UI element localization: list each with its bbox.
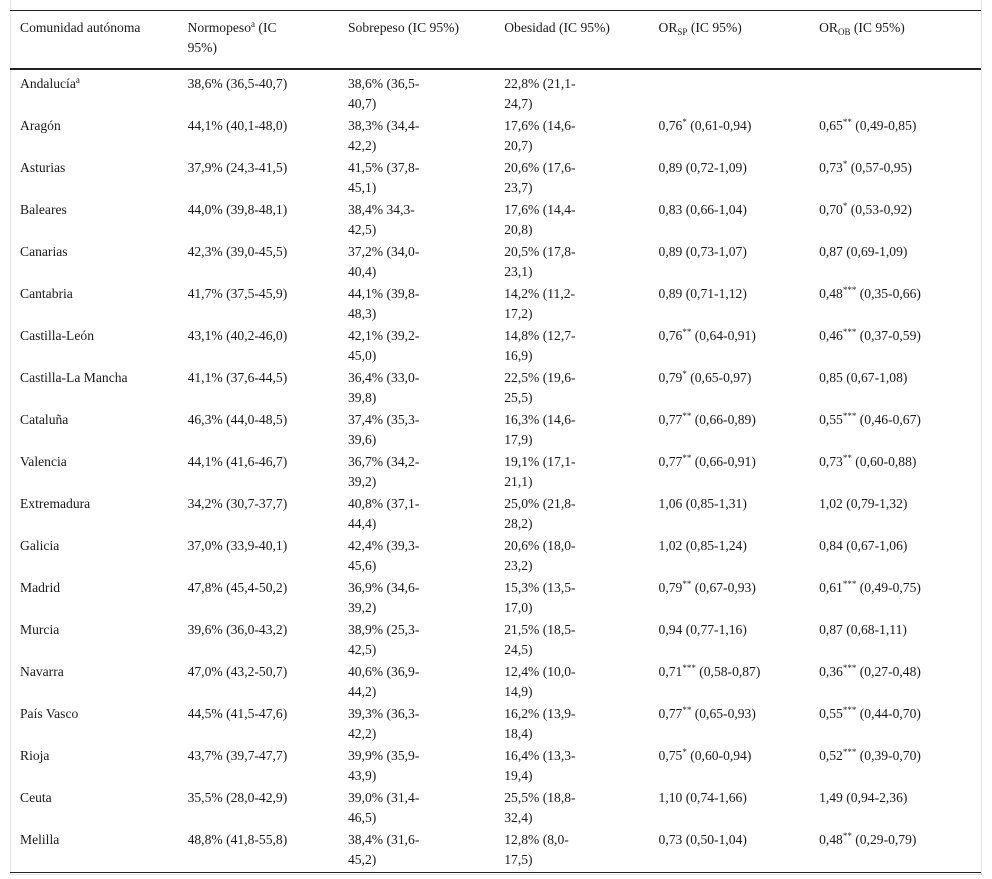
cell-overweight: 44,1% (39,8-48,3): [348, 286, 420, 321]
cell-region: Rioja: [20, 748, 50, 763]
cell-or-obesity: 1,49 (0,94-2,36): [819, 790, 908, 805]
cell-normal-weight: 34,2% (30,7-37,7): [187, 496, 288, 511]
cell-or-obesity: 0,87 (0,69-1,09): [819, 244, 908, 259]
cell-or-obesity: 0,73** (0,60-0,88): [819, 453, 917, 469]
cell-or-overweight: 0,71*** (0,58-0,87): [658, 663, 761, 679]
cell-or-overweight: 0,77** (0,65-0,93): [658, 705, 756, 721]
cell-or-obesity: 0,48*** (0,35-0,66): [819, 285, 921, 301]
cell-or-obesity: 0,52*** (0,39-0,70): [819, 747, 921, 763]
cell-normal-weight: 44,1% (40,1-48,0): [187, 118, 288, 133]
cell-obesity: 20,6% (18,0-23,2): [504, 538, 576, 573]
cell-overweight: 39,0% (31,4-46,5): [348, 790, 420, 825]
header-normal-weight: Normopeso$^a$ (IC 95%): [187, 19, 277, 55]
cell-normal-weight: 48,8% (41,8-55,8): [187, 832, 288, 847]
header-or-obesity: $OR_{OB}$ (IC 95%): [819, 20, 905, 37]
cell-obesity: 15,3% (13,5-17,0): [504, 580, 576, 615]
cell-or-overweight: 0,76** (0,64-0,91): [658, 327, 756, 343]
cell-or-overweight: 0,94 (0,77-1,16): [658, 622, 747, 637]
cell-or-obesity: 0,73* (0,57-0,95): [819, 159, 912, 175]
cell-or-obesity: 1,02 (0,79-1,32): [819, 496, 908, 511]
cell-region: Castilla-La Mancha: [20, 370, 128, 385]
cell-overweight: 36,9% (34,6-39,2): [348, 580, 420, 615]
table-row: [10, 451, 981, 493]
table-row: [10, 367, 981, 409]
table-row: [10, 703, 981, 745]
cell-or-obesity: 0,55*** (0,44-0,70): [819, 705, 921, 721]
table-row: [10, 69, 981, 115]
table-row: [10, 199, 981, 241]
cell-or-overweight: 0,89 (0,73-1,07): [658, 244, 747, 259]
cell-overweight: 36,4% (33,0-39,8): [348, 370, 420, 405]
cell-obesity: 14,2% (11,2-17,2): [504, 286, 576, 321]
cell-or-overweight: 0,79** (0,67-0,93): [658, 579, 756, 595]
cell-or-overweight: 0,76* (0,61-0,94): [658, 117, 752, 133]
cell-or-obesity: 0,55*** (0,46-0,67): [819, 411, 921, 427]
cell-or-overweight: 0,77** (0,66-0,91): [658, 453, 756, 469]
table-row: [10, 577, 981, 619]
cell-normal-weight: 44,0% (39,8-48,1): [187, 202, 288, 217]
cell-normal-weight: 44,5% (41,5-47,6): [187, 706, 288, 721]
cell-region: Castilla-León: [20, 328, 94, 343]
table-row: [10, 787, 981, 829]
cell-obesity: 14,8% (12,7-16,9): [504, 328, 576, 363]
header-row: [10, 11, 981, 70]
cell-or-obesity: 0,65** (0,49-0,85): [819, 117, 917, 133]
table-row: [10, 157, 981, 199]
header-obesity: Obesidad (IC 95%): [504, 20, 610, 35]
cell-region: Murcia: [20, 622, 60, 637]
cell-region: Galicia: [20, 538, 60, 553]
table-row: [10, 829, 981, 873]
cell-or-overweight: 0,89 (0,72-1,09): [658, 160, 747, 175]
cell-region: Ceuta: [20, 790, 52, 805]
cell-or-obesity: [809, 69, 981, 115]
header-or-overweight: $OR_{SP}$ (IC 95%): [658, 20, 742, 37]
table-row: [10, 283, 981, 325]
header-overweight: Sobrepeso (IC 95%): [348, 20, 459, 35]
cell-obesity: 25,0% (21,8-28,2): [504, 496, 576, 531]
cell-or-overweight: [649, 69, 810, 115]
cell-normal-weight: 35,5% (28,0-42,9): [187, 790, 288, 805]
cell-overweight: 36,7% (34,2-39,2): [348, 454, 420, 489]
table-row: [10, 325, 981, 367]
cell-region: Valencia: [20, 454, 67, 469]
cell-normal-weight: 43,7% (39,7-47,7): [187, 748, 288, 763]
cell-region: Navarra: [20, 664, 64, 679]
cell-normal-weight: 47,8% (45,4-50,2): [187, 580, 288, 595]
cell-or-overweight: 1,10 (0,74-1,66): [658, 790, 747, 805]
cell-overweight: 39,3% (36,3-42,2): [348, 706, 420, 741]
cell-normal-weight: 38,6% (36,5-40,7): [187, 76, 288, 91]
cell-obesity: 17,6% (14,4-20,8): [504, 202, 576, 237]
cell-obesity: 16,2% (13,9-18,4): [504, 706, 576, 741]
cell-or-overweight: 0,89 (0,71-1,12): [658, 286, 747, 301]
table-row: [10, 535, 981, 577]
cell-or-overweight: 0,77** (0,66-0,89): [658, 411, 756, 427]
cell-or-overweight: 0,75* (0,60-0,94): [658, 747, 752, 763]
cell-region: Extremadura: [20, 496, 91, 511]
data-table: [10, 10, 981, 873]
cell-normal-weight: 37,0% (33,9-40,1): [187, 538, 288, 553]
cell-normal-weight: 43,1% (40,2-46,0): [187, 328, 288, 343]
cell-normal-weight: 37,9% (24,3-41,5): [187, 160, 288, 175]
table-body: [10, 69, 981, 873]
cell-normal-weight: 41,7% (37,5-45,9): [187, 286, 288, 301]
table-header: [10, 11, 981, 70]
cell-region: Andalucía$^a$: [20, 75, 80, 91]
cell-overweight: 40,8% (37,1-44,4): [348, 496, 420, 531]
cell-region: País Vasco: [20, 706, 79, 721]
cell-obesity: 22,8% (21,1-24,7): [504, 76, 576, 111]
table-row: [10, 493, 981, 535]
cell-or-obesity: 0,70* (0,53-0,92): [819, 201, 912, 217]
cell-overweight: 42,4% (39,3-45,6): [348, 538, 420, 573]
cell-obesity: 21,5% (18,5-24,5): [504, 622, 576, 657]
cell-obesity: 25,5% (18,8-32,4): [504, 790, 576, 825]
cell-or-obesity: 0,61*** (0,49-0,75): [819, 579, 921, 595]
cell-normal-weight: 44,1% (41,6-46,7): [187, 454, 288, 469]
cell-or-overweight: 1,02 (0,85-1,24): [658, 538, 747, 553]
cell-overweight: 38,4% 34,3-42,5): [348, 202, 415, 237]
cell-obesity: 20,5% (17,8-23,1): [504, 244, 576, 279]
table-row: [10, 409, 981, 451]
cell-obesity: 17,6% (14,6-20,7): [504, 118, 576, 153]
table-row: [10, 661, 981, 703]
cell-region: Cataluña: [20, 412, 69, 427]
cell-obesity: 16,3% (14,6-17,9): [504, 412, 576, 447]
cell-overweight: 38,4% (31,6-45,2): [348, 832, 420, 867]
cell-normal-weight: 41,1% (37,6-44,5): [187, 370, 288, 385]
cell-or-obesity: 0,46*** (0,37-0,59): [819, 327, 921, 343]
cell-or-obesity: 0,84 (0,67-1,06): [819, 538, 908, 553]
table-row: [10, 115, 981, 157]
table-row: [10, 619, 981, 661]
cell-obesity: 12,8% (8,0-17,5): [504, 832, 569, 867]
cell-obesity: 22,5% (19,6-25,5): [504, 370, 576, 405]
cell-region: Madrid: [20, 580, 61, 595]
cell-region: Baleares: [20, 202, 67, 217]
cell-region: Canarias: [20, 244, 68, 259]
cell-overweight: 40,6% (36,9-44,2): [348, 664, 420, 699]
cell-or-obesity: 0,87 (0,68-1,11): [819, 622, 907, 637]
cell-region: Melilla: [20, 832, 60, 847]
cell-or-overweight: 0,79* (0,65-0,97): [658, 369, 752, 385]
cell-overweight: 38,6% (36,5-40,7): [348, 76, 420, 111]
table-row: [10, 745, 981, 787]
header-region: Comunidad autónoma: [20, 20, 141, 35]
cell-region: Aragón: [20, 118, 61, 133]
cell-obesity: 20,6% (17,6-23,7): [504, 160, 576, 195]
cell-overweight: 38,3% (34,4-42,2): [348, 118, 420, 153]
cell-region: Asturias: [20, 160, 66, 175]
cell-or-overweight: 0,83 (0,66-1,04): [658, 202, 747, 217]
cell-or-overweight: 1,06 (0,85-1,31): [658, 496, 747, 511]
cell-overweight: 39,9% (35,9-43,9): [348, 748, 420, 783]
cell-or-obesity: 0,48** (0,29-0,79): [819, 831, 917, 847]
cell-overweight: 42,1% (39,2-45,0): [348, 328, 420, 363]
cell-normal-weight: 42,3% (39,0-45,5): [187, 244, 288, 259]
cell-or-overweight: 0,73 (0,50-1,04): [658, 832, 747, 847]
cell-obesity: 12,4% (10,0-14,9): [504, 664, 576, 699]
table-row: [10, 241, 981, 283]
cell-overweight: 41,5% (37,8-45,1): [348, 160, 420, 195]
cell-region: Cantabria: [20, 286, 73, 301]
cell-obesity: 19,1% (17,1-21,1): [504, 454, 576, 489]
cell-overweight: 38,9% (25,3-42,5): [348, 622, 420, 657]
cell-overweight: 37,2% (34,0-40,4): [348, 244, 420, 279]
cell-or-obesity: 0,36*** (0,27-0,48): [819, 663, 921, 679]
cell-or-obesity: 0,85 (0,67-1,08): [819, 370, 908, 385]
cell-normal-weight: 46,3% (44,0-48,5): [187, 412, 288, 427]
cell-normal-weight: 39,6% (36,0-43,2): [187, 622, 288, 637]
cell-overweight: 37,4% (35,3-39,6): [348, 412, 420, 447]
cell-normal-weight: 47,0% (43,2-50,7): [187, 664, 288, 679]
cell-obesity: 16,4% (13,3-19,4): [504, 748, 576, 783]
